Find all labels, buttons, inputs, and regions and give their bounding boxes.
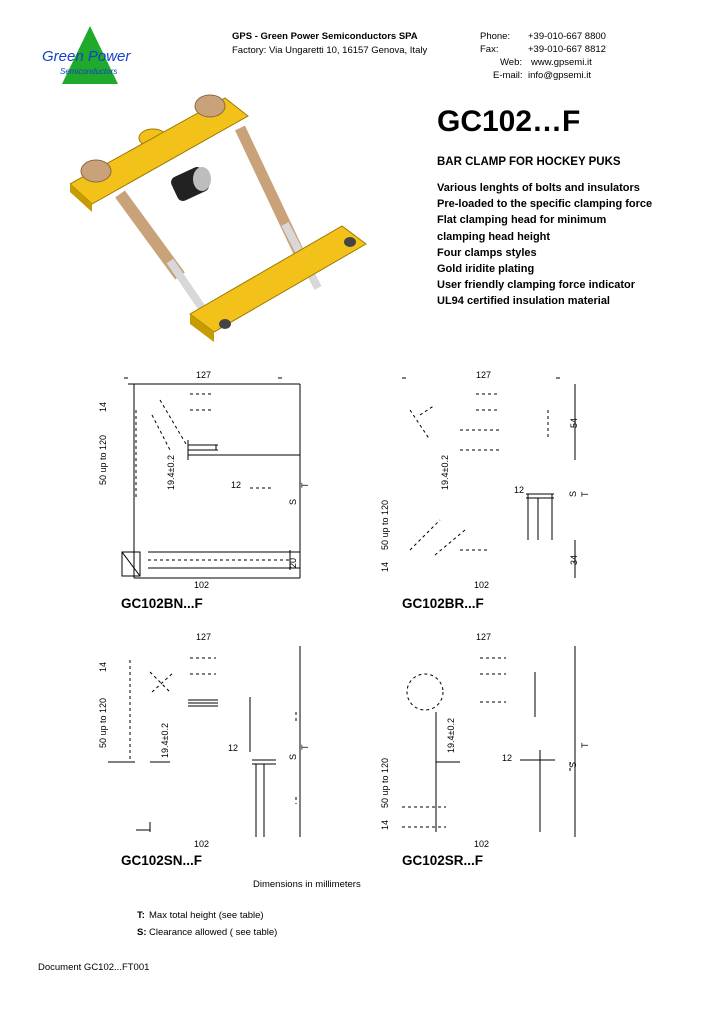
dim-19-4: 19.4±0.2 — [160, 723, 170, 758]
drawing-sn — [90, 632, 320, 847]
phone-label: Phone: — [480, 31, 511, 42]
dim-14: 14 — [380, 819, 390, 830]
dim-14: 14 — [98, 401, 108, 412]
top-yoke-bar — [70, 98, 248, 204]
t-legend-text: Max total height (see table) — [149, 910, 264, 921]
label-t: T — [580, 491, 590, 497]
model-label-bn: GC102BN...F — [121, 596, 203, 611]
dim-102: 102 — [474, 839, 490, 849]
product-title: GC102…F — [437, 105, 581, 138]
label-s: S — [288, 498, 298, 505]
model-label-sr: GC102SR...F — [402, 853, 484, 868]
feature-item: Flat clamping head for minimum — [437, 214, 607, 227]
dim-20: 20 — [288, 557, 298, 568]
phone-value: +39-010-667 8800 — [528, 31, 606, 42]
model-label-sn: GC102SN...F — [121, 853, 203, 868]
logo-subtext: Semiconductors — [60, 67, 118, 76]
dim-127: 127 — [196, 632, 212, 642]
document-code: Document GC102...FT001 — [38, 962, 150, 973]
drawing-bn — [90, 370, 320, 585]
dim-12: 12 — [514, 485, 525, 495]
dim-50-120: 50 up to 120 — [380, 757, 390, 808]
dim-19-4: 19.4±0.2 — [166, 455, 176, 490]
company-address: Factory: Via Ungaretti 10, 16157 Genova, Italy — [232, 45, 428, 56]
label-s: S — [568, 490, 578, 497]
feature-item: Various lenghts of bolts and insulators — [437, 182, 640, 194]
drawing-sr — [380, 632, 610, 847]
feature-item: User friendly clamping force indicator — [437, 279, 636, 292]
dim-12: 12 — [228, 743, 239, 753]
dim-12: 12 — [502, 753, 513, 763]
logo-name: Green Power — [42, 48, 131, 65]
dim-54: 54 — [569, 417, 579, 428]
web-label: Web: — [500, 57, 523, 68]
dim-102: 102 — [474, 580, 490, 590]
fax-label: Fax: — [480, 44, 499, 55]
s-legend-text: Clearance allowed ( see table) — [149, 927, 278, 938]
t-legend-label: T: — [137, 910, 145, 921]
s-legend-label: S: — [137, 927, 147, 938]
clamp-3d-illustration — [70, 76, 370, 346]
email-label: E-mail: — [493, 70, 523, 81]
units-note: Dimensions in millimeters — [253, 879, 361, 890]
web-value: www.gpsemi.it — [531, 57, 592, 68]
bottom-bar — [190, 226, 366, 332]
label-s: S — [288, 753, 298, 760]
dim-50-120: 50 up to 120 — [98, 434, 108, 485]
label-t: T — [300, 482, 310, 488]
dim-34: 34 — [569, 554, 579, 565]
dim-102: 102 — [194, 839, 210, 849]
dim-14: 14 — [98, 661, 108, 672]
nut-right — [195, 95, 225, 117]
feature-item: Gold iridite plating — [437, 263, 535, 276]
label-t: T — [300, 744, 310, 750]
drawing-br — [380, 370, 610, 585]
dim-127: 127 — [476, 370, 492, 380]
feature-list — [437, 180, 652, 310]
dim-102: 102 — [194, 580, 210, 590]
model-label-br: GC102BR...F — [402, 596, 484, 611]
dim-127: 127 — [476, 632, 492, 642]
email-value: info@gpsemi.it — [528, 70, 591, 81]
dim-19-4: 19.4±0.2 — [440, 455, 450, 490]
feature-item: UL94 certified insulation material — [437, 295, 610, 308]
bolt-front-left — [120, 194, 202, 308]
dim-19-4: 19.4±0.2 — [446, 718, 456, 753]
label-t: T — [580, 742, 590, 748]
dim-50-120: 50 up to 120 — [380, 499, 390, 550]
dim-12: 12 — [231, 480, 242, 490]
dim-14: 14 — [380, 561, 390, 572]
company-name: GPS - Green Power Semiconductors SPA — [232, 31, 418, 42]
dim-50-120: 50 up to 120 — [98, 697, 108, 748]
nut-left — [81, 160, 111, 182]
label-s: S — [568, 761, 578, 768]
dim-127: 127 — [196, 370, 212, 380]
feature-item: Pre-loaded to the specific clamping force — [437, 198, 653, 211]
product-subtitle: BAR CLAMP FOR HOCKEY PUKS — [437, 156, 621, 168]
feature-item: clamping head height — [437, 230, 551, 243]
fax-value: +39-010-667 8812 — [528, 44, 606, 55]
feature-item: Four clamps styles — [437, 246, 537, 259]
